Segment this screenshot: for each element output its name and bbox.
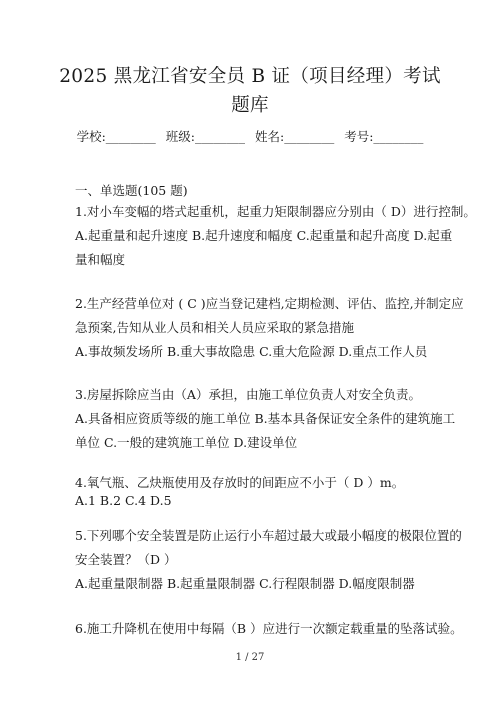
question-3 xyxy=(75,383,456,455)
question-line: 单位 C.一般的建筑施工单位 D.建设单位 xyxy=(75,435,298,450)
question-line: 4.氧气瓶、乙炔瓶使用及存放时的间距应不小于（ D ）m。 xyxy=(75,475,405,490)
section-heading: 一、单选题(105 题) xyxy=(75,183,188,198)
name-field: 姓名:________ xyxy=(254,129,335,144)
question-5 xyxy=(75,524,462,596)
question-line: 安全装置？（D ） xyxy=(75,552,177,567)
question-line: A.起重量限制器 B.起重量限制器 C.行程限制器 D.幅度限制器 xyxy=(75,576,415,591)
question-line: 2.生产经营单位对 ( C )应当登记建档,定期检测、评估、监控,并制定应 xyxy=(75,296,464,311)
question-line: 5.下列哪个安全装置是防止运行小车超过最大或最小幅度的极限位置的 xyxy=(75,528,462,543)
class-field: 班级:________ xyxy=(165,129,245,144)
question-line: 1.对小车变幅的塔式起重机，起重力矩限制器应分别由（ D）进行控制。 xyxy=(75,204,476,219)
exam-number-field: 考号:________ xyxy=(344,129,424,144)
school-field: 学校:________ xyxy=(76,129,156,144)
question-line: 3.房屋拆除应当由（A）承担，由施工单位负责人对安全负责。 xyxy=(75,387,421,402)
document-title xyxy=(40,62,460,120)
question-line: A.起重量和起升速度 B.起升速度和幅度 C.起重量和起升高度 D.起重 xyxy=(75,228,453,243)
title-line-1: 2025 黑龙江省安全员 B 证（项目经理）考试 xyxy=(59,66,441,87)
question-line: A.具备相应资质等级的施工单位 B.基本具备保证安全条件的建筑施工 xyxy=(75,411,456,426)
student-info-row xyxy=(0,127,500,145)
question-line: A.1 B.2 C.4 D.5 xyxy=(75,493,172,508)
question-4 xyxy=(75,474,445,510)
question-line: 量和幅度 xyxy=(75,252,126,267)
question-line: A.事故频发场所 B.重大事故隐患 C.重大危险源 D.重点工作人员 xyxy=(75,344,428,359)
question-line: 急预案,告知从业人员和相关人员应采取的紧急措施 xyxy=(75,320,354,335)
question-1 xyxy=(75,200,476,272)
question-6 xyxy=(75,617,463,641)
page-number: 1 / 27 xyxy=(235,652,265,663)
question-2 xyxy=(75,292,464,364)
title-line-2: 题库 xyxy=(231,95,269,116)
question-line: 6.施工升降机在使用中每隔（B ）应进行一次额定载重量的坠落试验。 xyxy=(75,621,463,636)
